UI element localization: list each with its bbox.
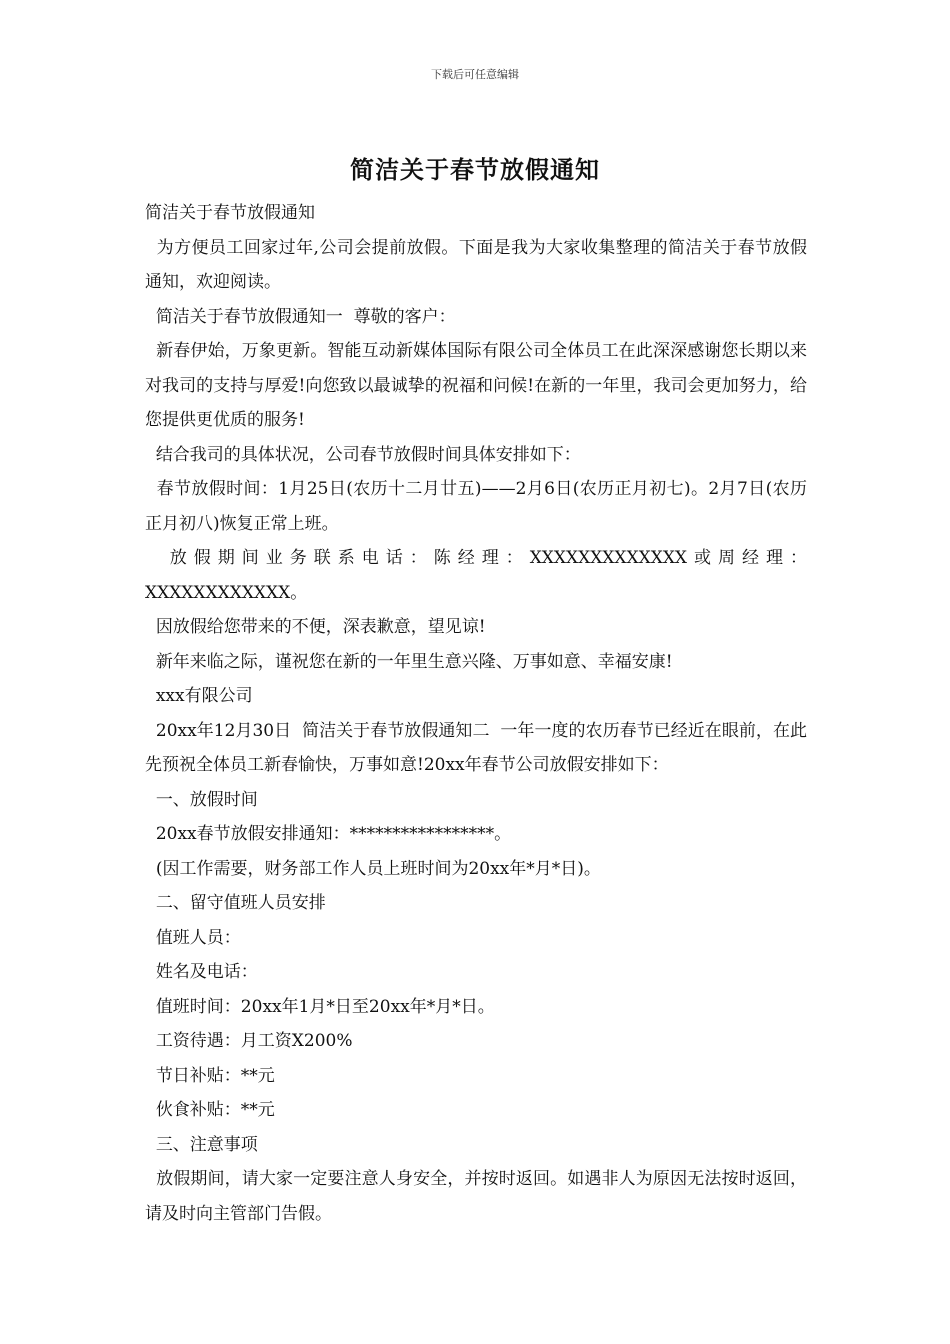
paragraph: 伙食补贴：**元	[145, 1100, 275, 1120]
document-body	[145, 196, 807, 1231]
paragraph: xxx有限公司	[145, 686, 253, 706]
paragraph: 因放假给您带来的不便，深表歉意，望见谅!	[145, 617, 486, 637]
paragraph: 放假期间，请大家一定要注意人身安全，并按时返回。如遇非人为原因无法按时返回，请及时向主管部门告假。	[145, 1169, 807, 1224]
paragraph: 新春伊始，万象更新。智能互动新媒体国际有限公司全体员工在此深深感谢您长期以来对我司的支持与厚爱!向您致以最诚挚的祝福和问候!在新的一年里，我司会更加努力，给您提供更优质的服务!	[145, 341, 807, 430]
paragraph: 结合我司的具体状况，公司春节放假时间具体安排如下：	[145, 444, 581, 465]
document-title: 简洁关于春节放假通知	[350, 156, 600, 184]
paragraph: 简洁关于春节放假通知	[145, 203, 315, 223]
paragraph: (因工作需要，财务部工作人员上班时间为20xx年*月*日)。	[145, 858, 601, 879]
paragraph: 春节放假时间：1月25日(农历十二月廿五)——2月6日(农历正月初七)。2月7日(农历正月初八)恢复正常上班。	[145, 479, 807, 534]
paragraph: 新年来临之际，谨祝您在新的一年里生意兴隆、万事如意、幸福安康!	[145, 651, 673, 672]
paragraph: 值班时间：20xx年1月*日至20xx年*月*日。	[145, 996, 495, 1017]
paragraph: 20xx春节放假安排通知：*****************。	[145, 824, 512, 844]
paragraph: 工资待遇：月工资X200%	[145, 1031, 353, 1051]
paragraph: 一、放假时间	[145, 789, 258, 810]
paragraph: 二、留守值班人员安排	[145, 893, 326, 913]
paragraph: 为方便员工回家过年,公司会提前放假。下面是我为大家收集整理的简洁关于春节放假通知，欢迎阅读。	[145, 237, 807, 292]
paragraph: 20xx年12月30日 简洁关于春节放假通知二 一年一度的农历春节已经近在眼前，在此先预祝全体员工新春愉快，万事如意!20xx年春节公司放假安排如下：	[145, 720, 807, 775]
header-note: 下载后可任意编辑	[431, 68, 519, 81]
paragraph: 节日补贴：**元	[145, 1065, 275, 1086]
paragraph: 简洁关于春节放假通知一 尊敬的客户：	[145, 306, 456, 327]
paragraph: 三、注意事项	[145, 1134, 258, 1155]
paragraph: 放假期间业务联系电话：陈经理：XXXXXXXXXXXXX或周经理：XXXXXXXXXXXX。	[145, 548, 807, 603]
paragraph: 值班人员：	[145, 927, 241, 948]
paragraph: 姓名及电话：	[145, 962, 258, 982]
